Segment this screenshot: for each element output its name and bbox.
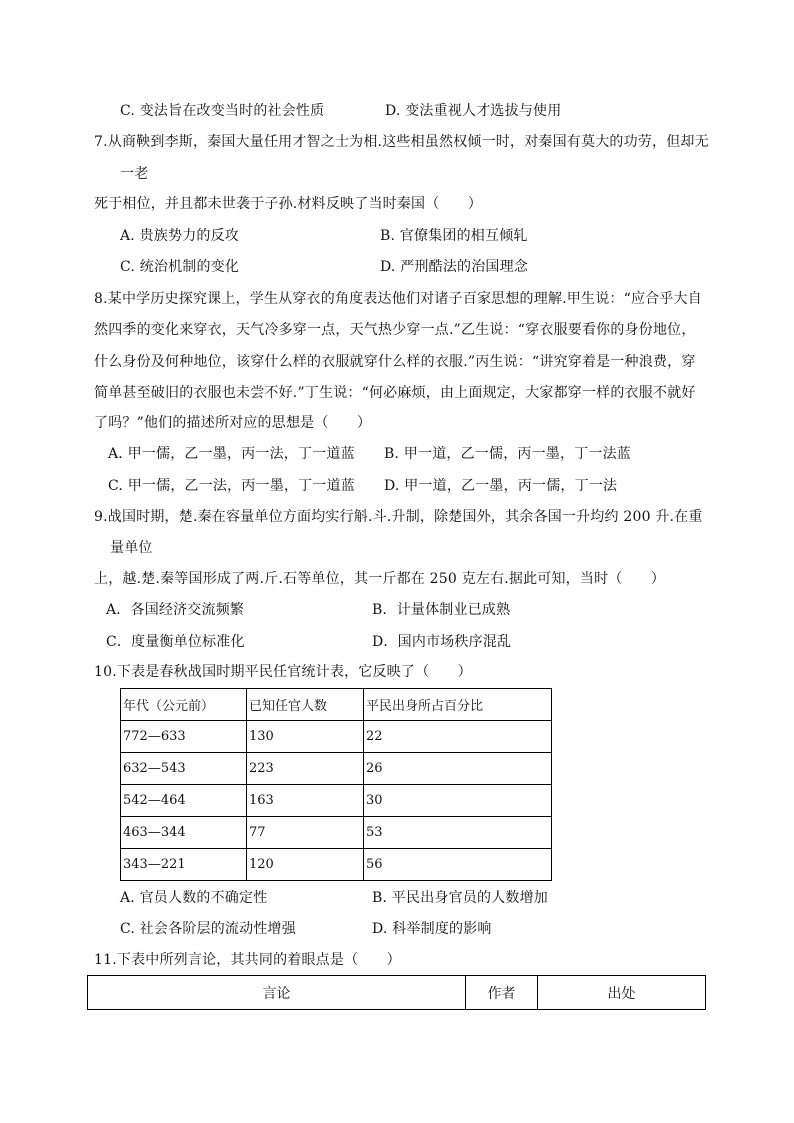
table-header-cell: 作者: [466, 976, 538, 1010]
q8-stem-line4: 简单甚至破旧的衣服也未尝不好.”丁生说：“何必麻烦，由上面规定，大家都穿一样的衣服不就好: [94, 385, 696, 401]
table-cell: 77: [247, 817, 364, 849]
q8-stem-line2: 然四季的变化来穿衣，天气冷多穿一点，天气热少穿一点.”乙生说：“穿衣服要看你的身份地位，: [94, 322, 696, 338]
table-cell: 53: [364, 817, 552, 849]
q7-option-c: C. 统治机制的变化: [120, 259, 240, 275]
table-header-cell: 平民出身所占百分比: [364, 689, 552, 721]
table-cell: 163: [247, 785, 364, 817]
q9-option-c: C．度量衡单位标准化: [106, 634, 245, 650]
q9-stem-line1: 9.战国时期，楚.秦在容量单位方面均实行斛.斗.升制，除楚国外，其余各国一升均约 200 升.在重: [94, 509, 703, 525]
table-header-cell: 年代（公元前）: [121, 689, 247, 721]
table-cell: 22: [364, 721, 552, 753]
table-header-row: [121, 689, 552, 721]
table-cell: 223: [247, 753, 364, 785]
table-row: [121, 753, 552, 785]
table-cell: 542—464: [121, 785, 247, 817]
q8-option-b: B. 甲一道，乙一儒，丙一墨，丁一法蓝: [384, 446, 631, 462]
q8-stem-line1: 8.某中学历史探究课上，学生从穿衣的角度表达他们对诸子百家思想的理解.甲生说：“应合乎大自: [94, 291, 702, 307]
table-cell: 632—543: [121, 753, 247, 785]
q10-option-d: D. 科举制度的影响: [372, 921, 492, 937]
q9-option-a: A．各国经济交流频繁: [106, 602, 245, 618]
q7-stem-line2: 一老: [120, 166, 149, 182]
table-row: [121, 817, 552, 849]
q8-option-d: D. 甲一道，乙一墨，丙一儒，丁一法: [384, 478, 618, 494]
table-row: [121, 849, 552, 881]
table-cell: 772—633: [121, 721, 247, 753]
q9-option-d: D．国内市场秩序混乱: [372, 634, 512, 650]
table-header-cell: 出处: [538, 976, 706, 1010]
q11-quotes-table: [87, 975, 706, 1010]
q7-option-b: B. 官僚集团的相互倾轧: [380, 228, 528, 244]
q6-option-d: D. 变法重视人才选拔与使用: [385, 103, 562, 119]
q8-option-c: C. 甲一儒，乙一法，丙一墨，丁一道蓝: [108, 478, 355, 494]
q10-stem: 10.下表是春秋战国时期平民任官统计表，它反映了（ ）: [94, 664, 472, 680]
table-header-cell: 已知任官人数: [247, 689, 364, 721]
table-cell: 56: [364, 849, 552, 881]
q9-stem-line2: 量单位: [110, 540, 153, 556]
q7-option-a: A. 贵族势力的反攻: [120, 228, 240, 244]
table-header-cell: 言论: [88, 976, 466, 1010]
q8-stem-line3: 什么身份及何种地位，该穿什么样的衣服就穿什么样的衣服.”丙生说：“讲究穿着是一种浪费，穿: [94, 354, 696, 370]
table-row: [121, 721, 552, 753]
q10-option-c: C. 社会各阶层的流动性增强: [120, 921, 296, 937]
q7-option-d: D. 严刑酷法的治国理念: [380, 259, 529, 275]
table-cell: 30: [364, 785, 552, 817]
q10-option-a: A. 官员人数的不确定性: [120, 890, 268, 906]
q9-stem-line3: 上，越.楚.秦等国形成了两.斤.石等单位，其一斤都在 250 克左右.据此可知，当时（ ）: [94, 571, 666, 587]
q10-stats-table: [120, 688, 552, 881]
q10-option-b: B. 平民出身官员的人数增加: [372, 890, 548, 906]
table-cell: 343—221: [121, 849, 247, 881]
q9-option-b: B．计量体制业已成熟: [372, 602, 511, 618]
table-cell: 26: [364, 753, 552, 785]
table-cell: 120: [247, 849, 364, 881]
table-cell: 130: [247, 721, 364, 753]
table-header-row: [88, 976, 706, 1010]
table-row: [121, 785, 552, 817]
q8-option-a: A. 甲一儒，乙一墨，丙一法，丁一道蓝: [108, 446, 355, 462]
q11-stem: 11.下表中所列言论，其共同的着眼点是（ ）: [94, 952, 401, 968]
table-cell: 463—344: [121, 817, 247, 849]
q7-stem-line3: 死于相位，并且都未世袭于子孙.材料反映了当时秦国（ ）: [94, 196, 483, 212]
q6-option-c: C. 变法旨在改变当时的社会性质: [120, 103, 325, 119]
q8-stem-line5: 了吗？”他们的描述所对应的思想是（ ）: [94, 415, 372, 431]
q7-stem-line1: 7.从商鞅到李斯，秦国大量任用才智之士为相.这些相虽然权倾一时，对秦国有莫大的功劳，但却无: [94, 134, 709, 150]
